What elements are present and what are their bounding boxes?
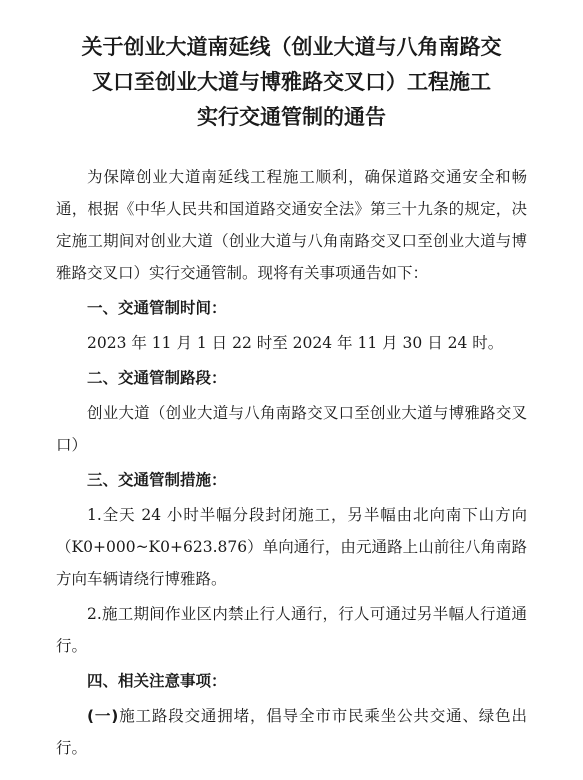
- title-line-2: 叉口至创业大道与博雅路交叉口）工程施工: [92, 70, 491, 94]
- section-3-heading: 三、交通管制措施：: [87, 471, 227, 489]
- section-1-text: 2023 年 11 月 1 日 22 时至 2024 年 11 月 30 日 24 时。: [87, 334, 504, 352]
- intro-paragraph: 为保障创业大道南延线工程施工顺利，确保道路交通安全和畅通，根据《中华人民共和国道路交通安全法》第三十九条的规定，决定施工期间对创业大道（创业大道与八角南路交叉口至创业大道与博雅路交叉口）实行交通管制。现将有关事项通告如下：: [56, 168, 527, 282]
- section-3-item-2: 2.施工期间作业区内禁止行人通行，行人可通过另半幅人行道通行。: [56, 605, 527, 655]
- section-2-text: 创业大道（创业大道与八角南路交叉口至创业大道与博雅路交叉口）: [56, 404, 527, 454]
- section-4-item-1-text: 施工路段交通拥堵，倡导全市市民乘坐公共交通、绿色出行。: [56, 707, 527, 757]
- section-4-item-1-label: (一): [87, 707, 119, 725]
- document-title: [36, 30, 547, 135]
- section-3-item-1: 1.全天 24 小时半幅分段封闭施工，另半幅由北向南下山方向（K0+000~K0+623.876）单向通行，由元通路上山前往八角南路方向车辆请绕行博雅路。: [56, 506, 527, 588]
- section-4-heading: 四、相关注意事项：: [87, 672, 227, 690]
- title-line-3: 实行交通管制的通告: [197, 105, 386, 129]
- section-1-heading: 一、交通管制时间：: [87, 299, 227, 317]
- section-2-heading: 二、交通管制路段：: [87, 369, 227, 387]
- title-line-1: 关于创业大道南延线（创业大道与八角南路交: [81, 35, 502, 59]
- section-4-item-1: [56, 700, 527, 764]
